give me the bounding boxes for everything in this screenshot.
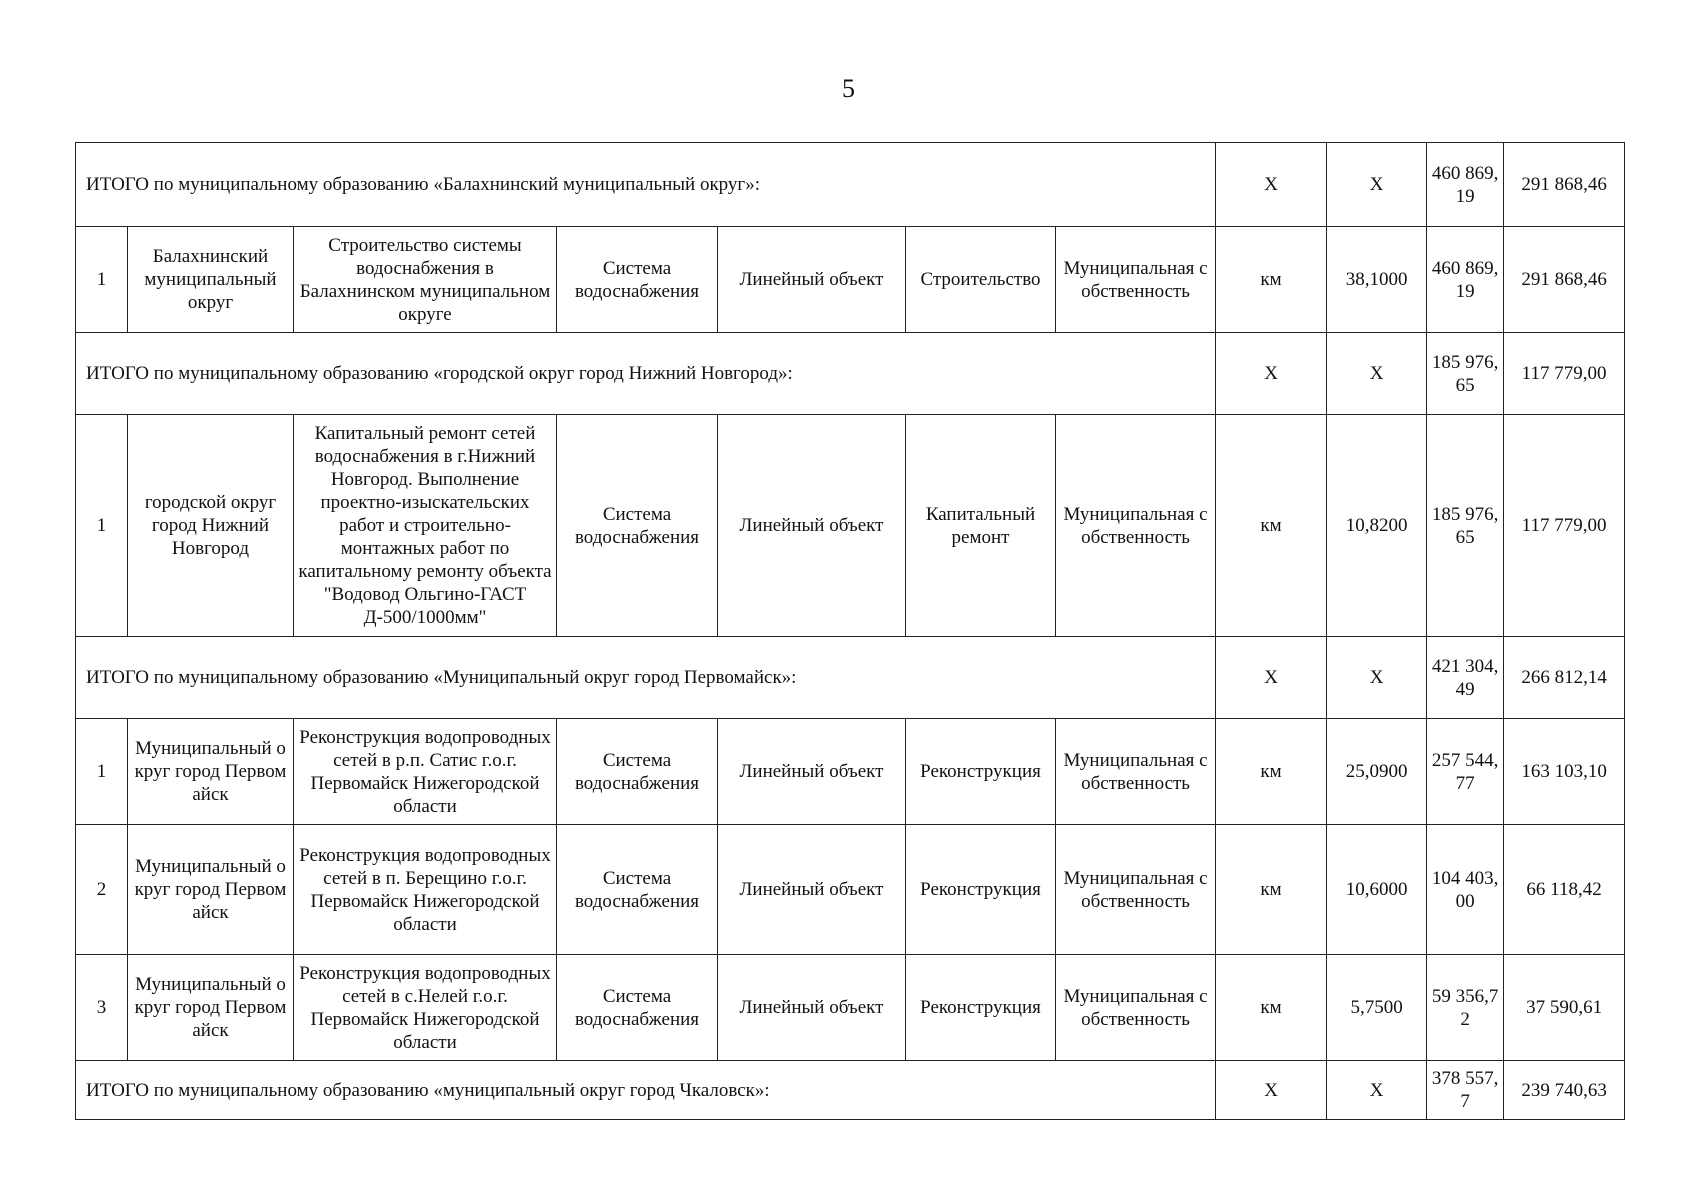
object-name-cell: Строительство системы водоснабжения в Балахнинском муниципальном округе — [294, 227, 557, 333]
total-label: ИТОГО по муниципальному образованию «Муниципальный округ город Первомайск»: — [76, 637, 1216, 719]
table-row — [76, 955, 1625, 1061]
municipality-cell: Муниципальный округ город Первомайск — [128, 825, 294, 955]
total-unit-cell: Х — [1216, 637, 1327, 719]
unit-cell: км — [1216, 227, 1327, 333]
sum-cell: 59 356,72 — [1427, 955, 1504, 1061]
ownership-cell: Муниципальная собственность — [1056, 955, 1216, 1061]
length-cell: 10,6000 — [1327, 825, 1427, 955]
total-label: ИТОГО по муниципальному образованию «муниципальный округ город Чкаловск»: — [76, 1061, 1216, 1120]
total-value-cell: 291 868,46 — [1504, 143, 1625, 227]
total-sum-cell: 460 869,19 — [1427, 143, 1504, 227]
total-row — [76, 1061, 1625, 1120]
total-unit-cell: Х — [1216, 143, 1327, 227]
object-type-cell: Линейный объект — [718, 825, 906, 955]
ownership-cell: Муниципальная собственность — [1056, 227, 1216, 333]
investment-table — [75, 142, 1625, 1120]
work-type-cell: Капитальный ремонт — [906, 415, 1056, 637]
total-row — [76, 143, 1625, 227]
work-type-cell: Строительство — [906, 227, 1056, 333]
system-cell: Система водоснабжения — [557, 825, 718, 955]
system-cell: Система водоснабжения — [557, 955, 718, 1061]
ownership-cell: Муниципальная собственность — [1056, 415, 1216, 637]
total-sum-cell — [1427, 1061, 1504, 1120]
row-number: 1 — [76, 719, 128, 825]
total-row — [76, 637, 1625, 719]
page-number: 5 — [842, 74, 855, 103]
total-value-cell: 239 740,63 — [1504, 1061, 1625, 1120]
value-cell: 163 103,10 — [1504, 719, 1625, 825]
length-cell: 5,7500 — [1327, 955, 1427, 1061]
row-number: 2 — [76, 825, 128, 955]
object-type-cell: Линейный объект — [718, 227, 906, 333]
table-row — [76, 227, 1625, 333]
sum-cell: 460 869,19 — [1427, 227, 1504, 333]
ownership-cell: Муниципальная собственность — [1056, 825, 1216, 955]
value-cell: 117 779,00 — [1504, 415, 1625, 637]
object-name-cell: Реконструкция водопроводных сетей в с.Нелей г.о.г. Первомайск Нижегородской области — [294, 955, 557, 1061]
sum-cell: 257 544,77 — [1427, 719, 1504, 825]
row-number: 3 — [76, 955, 128, 1061]
value-cell: 37 590,61 — [1504, 955, 1625, 1061]
object-type-cell: Линейный объект — [718, 415, 906, 637]
row-number: 1 — [76, 227, 128, 333]
total-length-cell: Х — [1327, 637, 1427, 719]
table-row — [76, 825, 1625, 955]
table-row — [76, 719, 1625, 825]
work-type-cell: Реконструкция — [906, 955, 1056, 1061]
total-length-cell: Х — [1327, 143, 1427, 227]
total-sum-text: 378 557,7 — [1431, 1068, 1499, 1112]
unit-cell: км — [1216, 719, 1327, 825]
total-label: ИТОГО по муниципальному образованию «городской округ город Нижний Новгород»: — [76, 333, 1216, 415]
work-type-cell: Реконструкция — [906, 825, 1056, 955]
sum-cell: 104 403,00 — [1427, 825, 1504, 955]
system-cell: Система водоснабжения — [557, 719, 718, 825]
table-row — [76, 415, 1625, 637]
total-sum-cell: 421 304,49 — [1427, 637, 1504, 719]
total-label: ИТОГО по муниципальному образованию «Балахнинский муниципальный округ»: — [76, 143, 1216, 227]
total-unit-cell: Х — [1216, 1061, 1327, 1120]
ownership-cell: Муниципальная собственность — [1056, 719, 1216, 825]
total-value-cell: 266 812,14 — [1504, 637, 1625, 719]
municipality-cell: Муниципальный округ город Первомайск — [128, 719, 294, 825]
object-name-cell: Капитальный ремонт сетей водоснабжения в г.Нижний Новгород. Выполнение проектно-изыскательских работ и строительно-монтажных работ по капитальному ремонту объекта "Водовод Ольгино-ГАСТ Д-500/1000мм" — [294, 415, 557, 637]
total-length-cell: Х — [1327, 1061, 1427, 1120]
length-cell: 38,1000 — [1327, 227, 1427, 333]
value-cell: 66 118,42 — [1504, 825, 1625, 955]
system-cell: Система водоснабжения — [557, 415, 718, 637]
work-type-cell: Реконструкция — [906, 719, 1056, 825]
total-length-cell: Х — [1327, 333, 1427, 415]
object-name-cell: Реконструкция водопроводных сетей в р.п. Сатис г.о.г. Первомайск Нижегородской области — [294, 719, 557, 825]
unit-cell: км — [1216, 955, 1327, 1061]
row-number: 1 — [76, 415, 128, 637]
sum-cell: 185 976,65 — [1427, 415, 1504, 637]
object-name-cell: Реконструкция водопроводных сетей в п. Берещино г.о.г. Первомайск Нижегородской области — [294, 825, 557, 955]
municipality-cell: городской округ город Нижний Новгород — [128, 415, 294, 637]
unit-cell: км — [1216, 825, 1327, 955]
length-cell: 25,0900 — [1327, 719, 1427, 825]
total-row — [76, 333, 1625, 415]
value-cell: 291 868,46 — [1504, 227, 1625, 333]
total-sum-cell: 185 976,65 — [1427, 333, 1504, 415]
municipality-cell: Балахнинский муниципальный округ — [128, 227, 294, 333]
system-cell: Система водоснабжения — [557, 227, 718, 333]
total-unit-cell: Х — [1216, 333, 1327, 415]
municipality-cell: Муниципальный округ город Первомайск — [128, 955, 294, 1061]
object-type-cell: Линейный объект — [718, 719, 906, 825]
length-cell: 10,8200 — [1327, 415, 1427, 637]
unit-cell: км — [1216, 415, 1327, 637]
object-type-cell: Линейный объект — [718, 955, 906, 1061]
total-value-cell: 117 779,00 — [1504, 333, 1625, 415]
